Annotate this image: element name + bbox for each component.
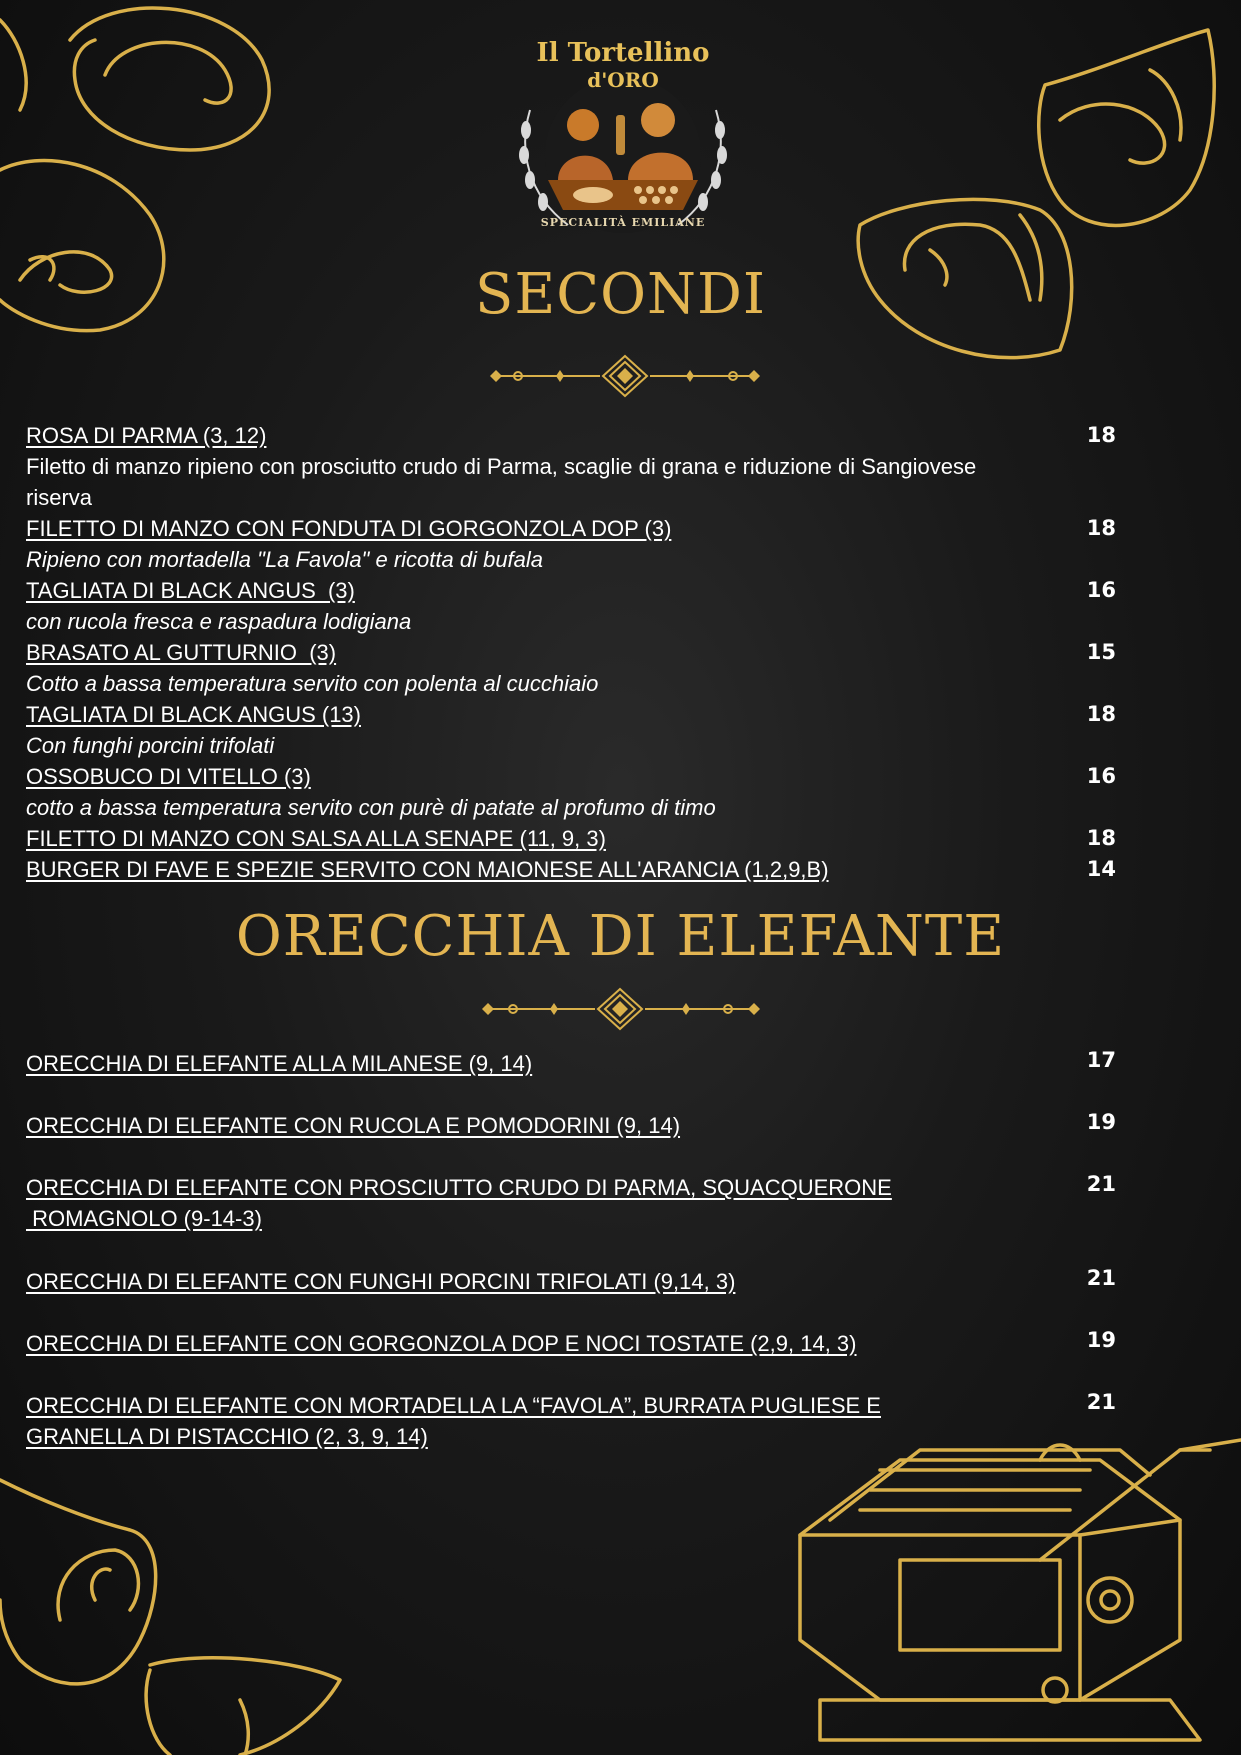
dish-description: con rucola fresca e raspadura lodigiana — [26, 609, 412, 634]
logo-tagline: SPECIALITÀ EMILIANE — [540, 216, 706, 229]
restaurant-logo — [508, 30, 738, 245]
dish-name: FILETTO DI MANZO CON SALSA ALLA SENAPE (11, 9, 3) — [26, 826, 606, 851]
menu-item — [26, 854, 1116, 885]
ornamental-divider — [0, 985, 1241, 1033]
orecchia-menu-list — [26, 1045, 1116, 1481]
menu-item — [26, 513, 1116, 544]
menu-item — [26, 1263, 1116, 1325]
dish-name-line2: GRANELLA DI PISTACCHIO (2, 3, 9, 14) — [26, 1424, 428, 1449]
dish-price: 19 — [1086, 1328, 1116, 1352]
dish-name: ORECCHIA DI ELEFANTE CON RUCOLA E POMODORINI (9, 14) — [26, 1113, 681, 1138]
menu-item — [26, 1107, 1116, 1169]
menu-item — [26, 420, 1116, 451]
dish-price: 21 — [1086, 1390, 1116, 1414]
dish-price: 18 — [1086, 516, 1116, 540]
menu-item — [26, 1045, 1116, 1107]
menu-item — [26, 823, 1116, 854]
dish-price: 14 — [1086, 857, 1116, 881]
menu-item — [26, 575, 1116, 606]
dish-name: ORECCHIA DI ELEFANTE CON GORGONZOLA DOP E NOCI TOSTATE (2,9, 14, 3) — [26, 1331, 857, 1356]
dish-name: ORECCHIA DI ELEFANTE CON FUNGHI PORCINI TRIFOLATI (9,14, 3) — [26, 1269, 736, 1294]
dish-price: 19 — [1086, 1110, 1116, 1134]
menu-item — [26, 637, 1116, 668]
section-title-orecchia: ORECCHIA DI ELEFANTE — [235, 904, 1006, 969]
dish-description: Ripieno con mortadella "La Favola" e ricotta di bufala — [26, 547, 544, 572]
dish-name-line1: ORECCHIA DI ELEFANTE CON MORTADELLA LA “FAVOLA”, BURRATA PUGLIESE E — [26, 1393, 881, 1418]
dish-price: 15 — [1086, 640, 1116, 664]
dish-price: 16 — [1086, 764, 1116, 788]
dish-name: BURGER DI FAVE E SPEZIE SERVITO CON MAIONESE ALL'ARANCIA (1,2,9,B) — [26, 857, 829, 882]
ornamental-divider — [0, 352, 1241, 400]
dish-description: Filetto di manzo ripieno con prosciutto crudo di Parma, scaglie di grana e riduzione di Sangiovese riserva — [26, 454, 977, 510]
menu-item — [26, 699, 1116, 730]
menu-item — [26, 1387, 1116, 1481]
dish-name: TAGLIATA DI BLACK ANGUS (13) — [26, 702, 361, 727]
dish-name: TAGLIATA DI BLACK ANGUS (3) — [26, 578, 355, 603]
dish-price: 18 — [1086, 702, 1116, 726]
dish-price: 16 — [1086, 578, 1116, 602]
menu-item — [26, 1169, 1116, 1263]
dish-price: 21 — [1086, 1266, 1116, 1290]
dish-name-line1: ORECCHIA DI ELEFANTE CON PROSCIUTTO CRUDO DI PARMA, SQUACQUERONE — [26, 1175, 892, 1200]
menu-item — [26, 1325, 1116, 1387]
dish-description: Con funghi porcini trifolati — [26, 733, 275, 758]
dish-name: BRASATO AL GUTTURNIO (3) — [26, 640, 337, 665]
secondi-menu-list — [26, 420, 1116, 885]
dish-description: cotto a bassa temperatura servito con purè di patate al profumo di timo — [26, 795, 716, 820]
section-title-secondi: SECONDI — [474, 262, 767, 327]
dish-name: FILETTO DI MANZO CON FONDUTA DI GORGONZOLA DOP (3) — [26, 516, 672, 541]
logo-brand-line1: Il Tortellino — [536, 38, 710, 68]
dish-name: OSSOBUCO DI VITELLO (3) — [26, 764, 311, 789]
dish-price: 21 — [1086, 1172, 1116, 1196]
logo-brand-line2: d'ORO — [587, 68, 659, 92]
dish-price: 18 — [1086, 826, 1116, 850]
dish-price: 18 — [1086, 423, 1116, 447]
dish-description: Cotto a bassa temperatura servito con polenta al cucchiaio — [26, 671, 599, 696]
dish-name: ROSA DI PARMA (3, 12) — [26, 423, 267, 448]
dish-price: 17 — [1086, 1048, 1116, 1072]
menu-item — [26, 761, 1116, 792]
dish-name: ORECCHIA DI ELEFANTE ALLA MILANESE (9, 14) — [26, 1051, 533, 1076]
dish-name-line2: ROMAGNOLO (9-14-3) — [26, 1206, 262, 1231]
